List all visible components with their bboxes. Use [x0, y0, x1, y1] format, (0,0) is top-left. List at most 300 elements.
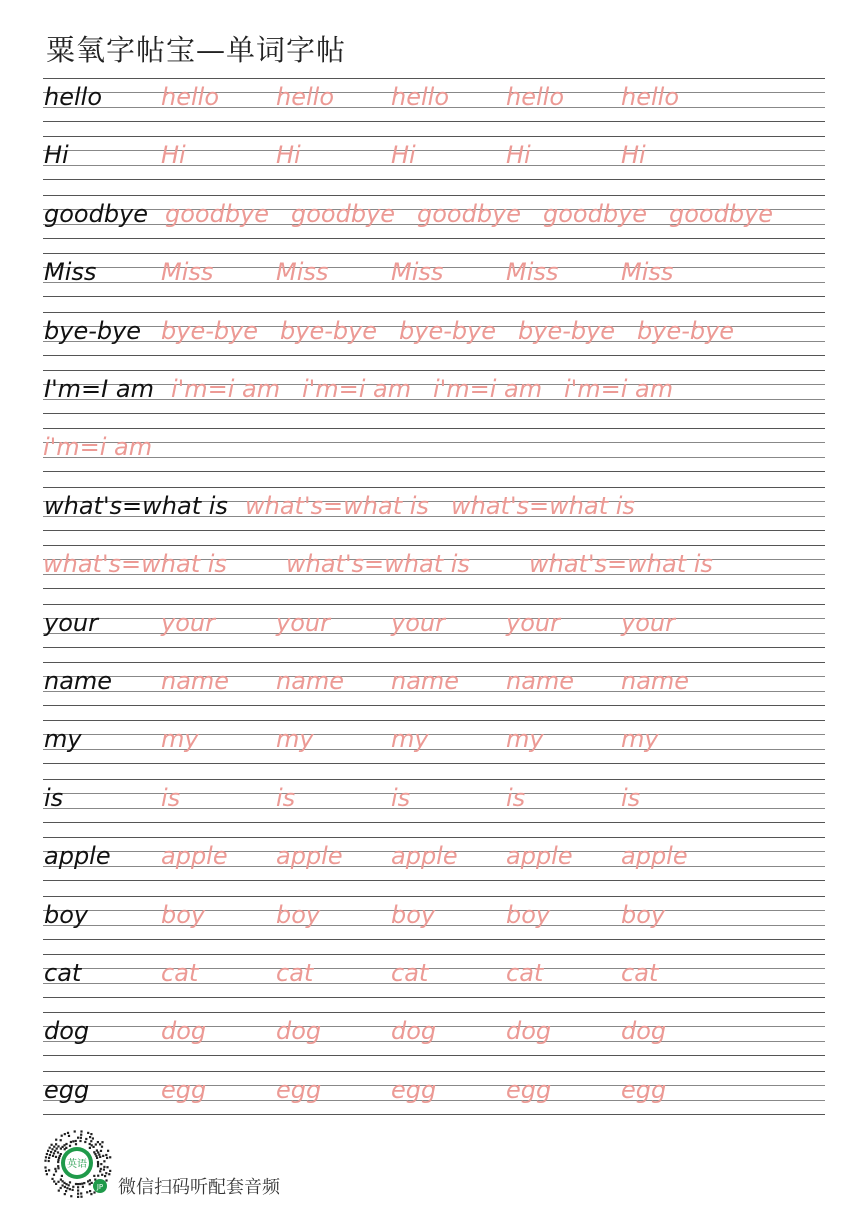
qr-dot [80, 1134, 82, 1136]
footer [42, 1128, 442, 1200]
ruled-line [43, 763, 825, 764]
trace-word: cat [161, 959, 199, 987]
trace-word: Miss [276, 258, 329, 286]
model-word: boy [44, 901, 89, 929]
qr-dot [61, 1175, 63, 1177]
qr-dot [105, 1172, 107, 1174]
trace-word: my [506, 725, 544, 753]
qr-dot [48, 1160, 50, 1162]
qr-dot [90, 1193, 92, 1195]
qr-dot [89, 1190, 91, 1192]
ruled-line [43, 296, 825, 297]
trace-word: your [506, 609, 560, 637]
writing-row [43, 78, 825, 122]
trace-word: bye-bye [161, 317, 259, 345]
model-word: my [44, 725, 82, 753]
qr-dot [54, 1168, 56, 1170]
writing-row [43, 720, 825, 764]
ruled-line [43, 457, 825, 458]
qr-dot [87, 1180, 89, 1182]
model-word: goodbye [44, 200, 149, 228]
qr-dot [87, 1132, 89, 1134]
qr-dot [59, 1155, 61, 1157]
trace-word: name [161, 667, 230, 695]
model-word: Hi [44, 141, 69, 169]
qr-dot [104, 1175, 106, 1177]
trace-word: Hi [391, 141, 416, 169]
writing-row [43, 195, 825, 239]
qr-dot [44, 1166, 46, 1168]
qr-dot [65, 1183, 67, 1185]
qr-dot [62, 1184, 64, 1186]
ruled-line [43, 705, 825, 706]
qr-dot [99, 1170, 101, 1172]
qr-dot [53, 1180, 55, 1182]
qr-dot [91, 1182, 93, 1184]
model-word: Miss [44, 258, 97, 286]
qr-dot [53, 1146, 55, 1148]
qr-dot [100, 1163, 102, 1165]
ruled-line [43, 779, 825, 780]
trace-word: your [391, 609, 445, 637]
qr-dot [57, 1161, 59, 1163]
qr-dot [64, 1133, 66, 1135]
qr-dot [105, 1154, 107, 1156]
ruled-line [43, 1012, 825, 1013]
qr-dot [95, 1143, 97, 1145]
trace-word: egg [161, 1076, 207, 1104]
model-word: I'm=I am [44, 375, 154, 403]
qr-dot [64, 1186, 66, 1188]
qr-dot [80, 1192, 82, 1194]
qr-dot [79, 1183, 81, 1185]
qr-dot [101, 1146, 103, 1148]
qr-dot [100, 1168, 102, 1170]
trace-word: what's=what is [451, 492, 635, 520]
qr-dot [97, 1175, 99, 1177]
qr-dot [55, 1156, 57, 1158]
qr-dot [65, 1147, 67, 1149]
trace-word: apple [621, 842, 688, 870]
qr-dot [68, 1135, 70, 1137]
trace-word: bye-bye [518, 317, 616, 345]
trace-word: cat [391, 959, 429, 987]
trace-word: apple [276, 842, 343, 870]
trace-word: what's=what is [286, 550, 470, 578]
writing-row [43, 545, 825, 589]
qr-dot [72, 1186, 74, 1188]
qr-dot [69, 1181, 71, 1183]
qr-dot [52, 1155, 54, 1157]
qr-dot [109, 1170, 111, 1172]
ruled-line [43, 720, 825, 721]
ruled-line [43, 530, 825, 531]
qr-dot [89, 1183, 91, 1185]
writing-row [43, 253, 825, 297]
trace-word: dog [391, 1017, 437, 1045]
qr-dot [55, 1143, 57, 1145]
model-word: name [44, 667, 113, 695]
trace-word: i'm=i am [302, 375, 412, 403]
trace-word: apple [391, 842, 458, 870]
trace-word: dog [621, 1017, 667, 1045]
qr-dot [97, 1165, 99, 1167]
trace-word: my [621, 725, 659, 753]
trace-word: your [161, 609, 215, 637]
qr-dot [105, 1179, 107, 1181]
ruled-line [43, 822, 825, 823]
qr-dot [91, 1144, 93, 1146]
page-title: 粟氧字帖宝—单词字帖 [46, 33, 347, 67]
qr-dot [95, 1155, 97, 1157]
trace-word: is [161, 784, 181, 812]
trace-word: name [391, 667, 460, 695]
trace-word: cat [276, 959, 314, 987]
qr-dot [97, 1161, 99, 1163]
qr-dot [46, 1173, 48, 1175]
qr-dot [108, 1173, 110, 1175]
trace-word: is [276, 784, 296, 812]
trace-word: boy [161, 901, 206, 929]
ruled-line [43, 136, 825, 137]
ruled-line [43, 997, 825, 998]
model-word: your [44, 609, 98, 637]
writing-row [43, 896, 825, 940]
trace-word: dog [276, 1017, 322, 1045]
trace-word: what's=what is [43, 550, 227, 578]
qr-dot [53, 1174, 55, 1176]
trace-word: goodbye [543, 200, 648, 228]
qr-dot [77, 1183, 79, 1185]
ruled-line [43, 487, 825, 488]
trace-word: hello [506, 83, 564, 111]
qr-dot [57, 1151, 59, 1153]
qr-dot [63, 1144, 65, 1146]
qr-dot [46, 1153, 48, 1155]
ruled-line [43, 253, 825, 254]
ruled-line [43, 179, 825, 180]
qr-dot [89, 1147, 91, 1149]
trace-word: Miss [621, 258, 674, 286]
ruled-line [43, 370, 825, 371]
qr-dot [49, 1154, 51, 1156]
trace-word: apple [506, 842, 573, 870]
writing-row [43, 487, 825, 531]
qr-dot [90, 1133, 92, 1135]
qr-dot [97, 1141, 99, 1143]
writing-row [43, 604, 825, 648]
trace-word: egg [506, 1076, 552, 1104]
trace-word: name [506, 667, 575, 695]
trace-word: i'm=i am [43, 433, 153, 461]
model-word: cat [44, 959, 82, 987]
qr-dot [79, 1140, 81, 1142]
qr-dot [96, 1157, 98, 1159]
qr-dot [96, 1149, 98, 1151]
qr-dot [57, 1181, 59, 1183]
qr-dot [58, 1157, 60, 1159]
trace-word: bye-bye [637, 317, 735, 345]
qr-dot [101, 1174, 103, 1176]
trace-word: dog [161, 1017, 207, 1045]
ruled-line [43, 78, 825, 79]
qr-dot [80, 1196, 82, 1198]
qr-dot [68, 1184, 70, 1186]
qr-dot [99, 1156, 101, 1158]
model-word: dog [44, 1017, 90, 1045]
qr-dot [84, 1141, 86, 1143]
model-word: hello [44, 83, 102, 111]
qr-dot [80, 1137, 82, 1139]
trace-word: hello [621, 83, 679, 111]
trace-word: boy [276, 901, 321, 929]
trace-word: Miss [161, 258, 214, 286]
qr-dot [97, 1163, 99, 1165]
trace-word: what's=what is [529, 550, 713, 578]
writing-row [43, 837, 825, 881]
qr-dot [93, 1175, 95, 1177]
qr-dot [60, 1139, 62, 1141]
trace-word: cat [621, 959, 659, 987]
ruled-line [43, 1055, 825, 1056]
qr-dot [75, 1183, 77, 1185]
qr-dot [47, 1150, 49, 1152]
trace-word: cat [506, 959, 544, 987]
trace-word: goodbye [417, 200, 522, 228]
qr-dot [44, 1160, 46, 1162]
ruled-line [43, 238, 825, 239]
writing-row [43, 954, 825, 998]
qr-dot [85, 1138, 87, 1140]
model-word: is [44, 784, 64, 812]
model-word: apple [44, 842, 111, 870]
qr-dot [65, 1190, 67, 1192]
qr-code-icon [42, 1128, 112, 1198]
writing-row [43, 1012, 825, 1056]
qr-dot [51, 1144, 53, 1146]
trace-word: hello [276, 83, 334, 111]
trace-word: is [506, 784, 526, 812]
qr-dot [77, 1186, 79, 1188]
qr-dot [45, 1170, 47, 1172]
trace-word: is [391, 784, 411, 812]
trace-word: Hi [161, 141, 186, 169]
qr-dot [97, 1151, 99, 1153]
qr-dot [60, 1187, 62, 1189]
qr-dot [102, 1155, 104, 1157]
qr-dot [45, 1156, 47, 1158]
qr-dot [51, 1178, 53, 1180]
trace-word: your [621, 609, 675, 637]
trace-word: hello [391, 83, 449, 111]
ruled-line [43, 837, 825, 838]
trace-word: boy [506, 901, 551, 929]
qr-dot [70, 1141, 72, 1143]
trace-word: Miss [391, 258, 444, 286]
trace-word: dog [506, 1017, 552, 1045]
qr-dot [49, 1147, 51, 1149]
qr-dot [70, 1195, 72, 1197]
writing-row [43, 136, 825, 180]
footer-caption: 微信扫码听配套音频 [118, 1177, 280, 1198]
qr-dot [75, 1140, 77, 1142]
qr-dot [72, 1140, 74, 1142]
qr-dot [74, 1130, 76, 1132]
trace-word: Hi [621, 141, 646, 169]
trace-word: is [621, 784, 641, 812]
ruled-line [43, 442, 825, 443]
qr-dot [83, 1182, 85, 1184]
trace-word: boy [621, 901, 666, 929]
qr-dot [69, 1188, 71, 1190]
writing-row [43, 662, 825, 706]
ruled-line [43, 662, 825, 663]
qr-dot [69, 1145, 71, 1147]
qr-dot [80, 1130, 82, 1132]
qr-dot [103, 1166, 105, 1168]
qr-dot [53, 1152, 55, 1154]
trace-word: i'm=i am [564, 375, 674, 403]
qr-dot [55, 1170, 57, 1172]
qr-center-label: 英语 [67, 1159, 87, 1170]
trace-word: goodbye [291, 200, 396, 228]
trace-word: name [621, 667, 690, 695]
trace-word: egg [391, 1076, 437, 1104]
trace-word: my [161, 725, 199, 753]
qr-dot [72, 1189, 74, 1191]
qr-dot [90, 1140, 92, 1142]
ruled-line [43, 471, 825, 472]
qr-dot [77, 1196, 79, 1198]
ruled-line [43, 880, 825, 881]
ruled-line [43, 588, 825, 589]
ruled-line [43, 121, 825, 122]
qr-dot [89, 1143, 91, 1145]
qr-dot [65, 1143, 67, 1145]
ruled-line [43, 939, 825, 940]
trace-word: egg [276, 1076, 322, 1104]
qr-dot [57, 1167, 59, 1169]
qr-dot [62, 1146, 64, 1148]
qr-dot [98, 1154, 100, 1156]
ruled-line [43, 647, 825, 648]
qr-dot [101, 1141, 103, 1143]
qr-dot [75, 1143, 77, 1145]
qr-dot [60, 1179, 62, 1181]
trace-word: Miss [506, 258, 559, 286]
trace-word: egg [621, 1076, 667, 1104]
ruled-line [43, 312, 825, 313]
qr-dot [66, 1187, 68, 1189]
qr-dot [48, 1157, 50, 1159]
trace-word: i'm=i am [433, 375, 543, 403]
qr-dot [103, 1169, 105, 1171]
qr-dot [81, 1183, 83, 1185]
qr-dot [58, 1190, 60, 1192]
ruled-line [43, 545, 825, 546]
writing-row [43, 428, 825, 472]
qr-dot [50, 1151, 52, 1153]
trace-word: Hi [506, 141, 531, 169]
qr-dot [86, 1191, 88, 1193]
qr-dot [89, 1136, 91, 1138]
model-word: what's=what is [44, 492, 228, 520]
trace-word: Hi [276, 141, 301, 169]
trace-word: what's=what is [245, 492, 429, 520]
qr-corner-label: JP [96, 1183, 104, 1191]
qr-dot [51, 1148, 53, 1150]
qr-dot [82, 1186, 84, 1188]
trace-word: your [276, 609, 330, 637]
ruled-line [43, 1071, 825, 1072]
ruled-line [43, 604, 825, 605]
qr-dot [61, 1135, 63, 1137]
ruled-line [43, 1114, 825, 1115]
ruled-line [43, 413, 825, 414]
qr-dot [103, 1160, 105, 1162]
trace-word: my [276, 725, 314, 753]
trace-word: my [391, 725, 429, 753]
qr-dot [57, 1165, 59, 1167]
qr-dot [94, 1153, 96, 1155]
qr-dot [77, 1189, 79, 1191]
ruled-line [43, 355, 825, 356]
qr-dot [54, 1150, 56, 1152]
writing-row [43, 1071, 825, 1115]
trace-word: hello [161, 83, 219, 111]
ruled-line [43, 954, 825, 955]
ruled-line [43, 195, 825, 196]
model-word: egg [44, 1076, 90, 1104]
qr-dot [92, 1137, 94, 1139]
qr-dot [55, 1139, 57, 1141]
qr-dot [56, 1148, 58, 1150]
qr-dot [107, 1150, 109, 1152]
trace-word: boy [391, 901, 436, 929]
qr-dot [57, 1145, 59, 1147]
trace-word: i'm=i am [171, 375, 281, 403]
trace-word: apple [161, 842, 228, 870]
trace-word: bye-bye [280, 317, 378, 345]
trace-word: goodbye [669, 200, 774, 228]
writing-row [43, 779, 825, 823]
trace-word: goodbye [165, 200, 270, 228]
qr-dot [77, 1193, 79, 1195]
qr-dot [67, 1132, 69, 1134]
qr-dot [55, 1183, 57, 1185]
trace-word: name [276, 667, 345, 695]
qr-dot [60, 1153, 62, 1155]
qr-dot [64, 1193, 66, 1195]
ruled-line [43, 896, 825, 897]
qr-dot [77, 1137, 79, 1139]
qr-dot [109, 1156, 111, 1158]
qr-dot [57, 1159, 59, 1161]
model-word: bye-bye [44, 317, 142, 345]
qr-dot [100, 1150, 102, 1152]
writing-row [43, 312, 825, 356]
qr-dot [63, 1182, 65, 1184]
writing-row [43, 370, 825, 414]
qr-dot [106, 1166, 108, 1168]
qr-dot [93, 1191, 95, 1193]
qr-dot [106, 1157, 108, 1159]
ruled-line [43, 428, 825, 429]
qr-dot [99, 1143, 101, 1145]
trace-word: bye-bye [399, 317, 497, 345]
qr-dot [48, 1169, 50, 1171]
qr-dot [93, 1146, 95, 1148]
